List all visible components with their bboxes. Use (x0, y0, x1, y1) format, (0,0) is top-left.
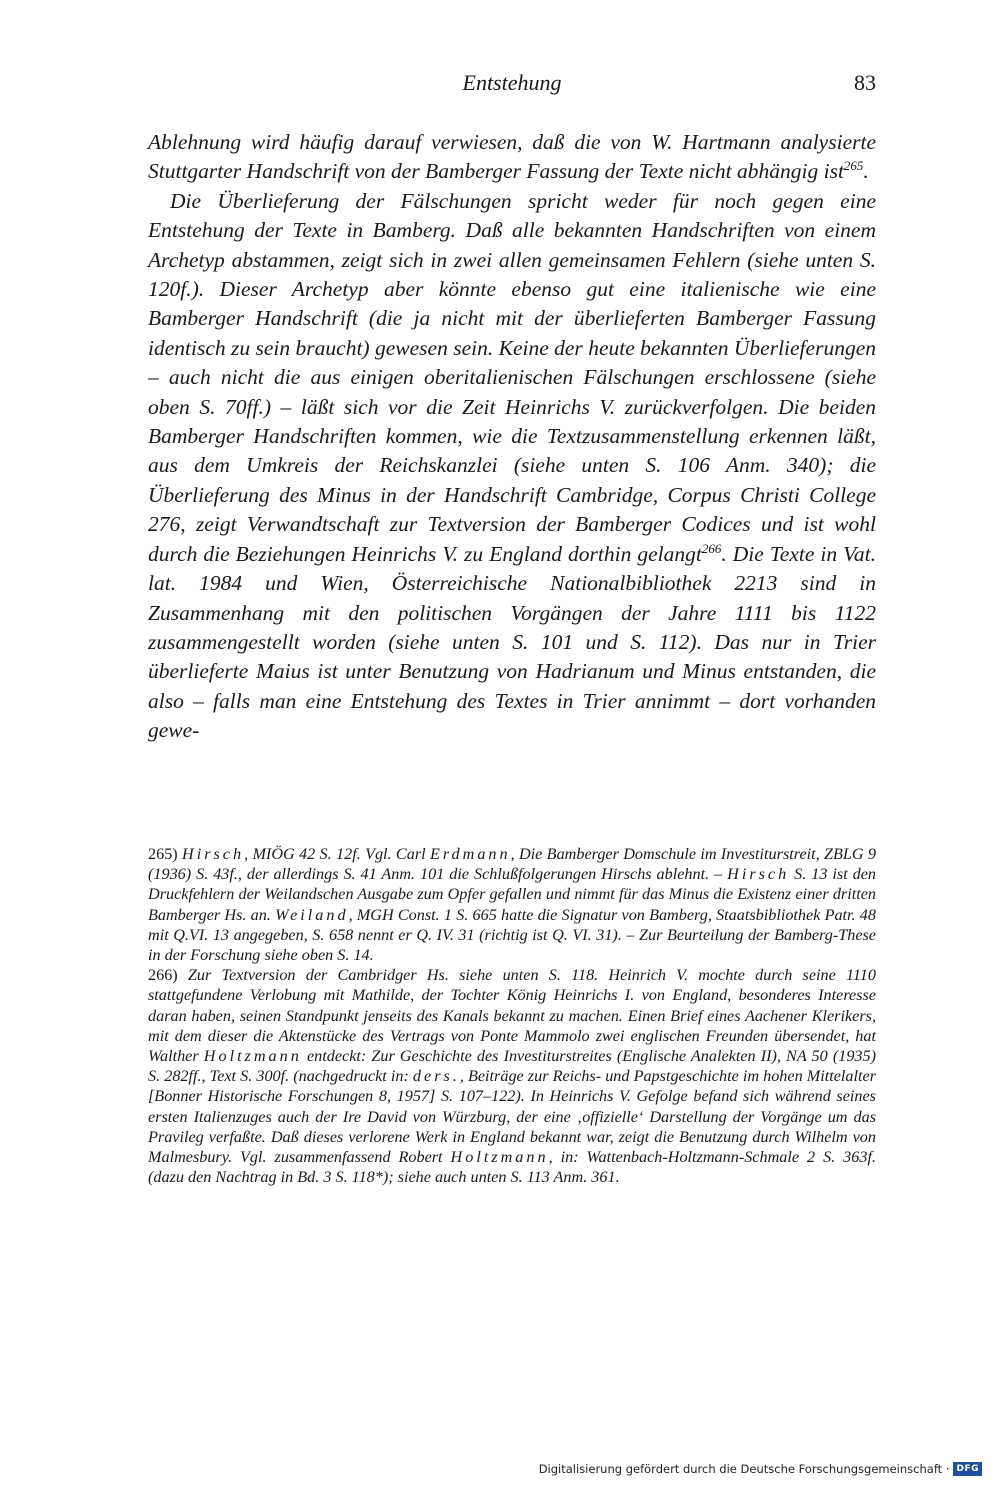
footnote-text: entdeckt: Zur Geschichte des Investiturstreites (Englische Analekten II), NA 50 (1935) S. 282ff., Text S. 300f. (nachgedruckt in: (148, 1047, 877, 1086)
paragraph-1-end: . (863, 159, 869, 184)
footnote-265 (148, 844, 876, 965)
author-name: Erdmann (429, 845, 511, 863)
author-name: Hirsch (182, 845, 245, 863)
paragraph-2-end: . Die Texte in Vat. lat. 1984 und Wien, Österreichische Nationalbibliothek 2213 sind in Zusammenhang mit den politischen Vorgängen der Jahre 1111 bis 1122 zusammengestellt worden (siehe unten S. 101 und S. 112). Das nur in Trier überlieferte Maius ist unter Benutzung von Hadrianum und Minus entstanden, die also – falls man eine Entstehung des Textes in Trier annimmt – dort vorhanden gewe- (148, 541, 876, 743)
running-title: Entstehung (462, 70, 562, 95)
page-number: 83 (854, 70, 876, 95)
footnote-text: , MGH Const. 1 S. 665 hatte die Signatur von Bamberg, Staatsbibliothek Patr. 48 mit Q.VI. 13 angegeben, S. 658 nennt er Q. IV. 31 (richtig ist Q. VI. 31). – Zur Beurteilung der Bamberg-These in der Forschung siehe oben S. 14. (148, 905, 876, 965)
footnote-text: S. 13 ist den Druckfehlern der Weilandschen Ausgabe zum Opfer gefallen und nimmt für das Minus die Existenz einer dritten Bamberger Hs. an. (148, 865, 877, 924)
paragraph-2-text: Die Überlieferung der Fälschungen spricht weder für noch gegen eine Entstehung der Texte in Bamberg. Daß alle bekannten Handschriften von einem Archetyp abstammen, zeigt sich in zwei allen gemeinsamen Fehlern (siehe unten S. 120f.). Dieser Archetyp aber könnte ebenso gut eine italienische wie eine Bamberger Handschrift (die ja nicht mit der überlieferten Bamberger Fassung identisch zu sein braucht) gewesen sein. Keine der heute bekannten Überlieferungen – auch nicht die aus einigen oberitalienischen Fälschungen erschlossene (siehe oben S. 70ff.) – läßt sich vor die Zeit Heinrichs V. zurückverfolgen. Die beiden Bamberger Handschriften kommen, wie die Textzusammenstellung erkennen läßt, aus dem Umkreis der Reichskanzlei (siehe unten S. 106 Anm. 340); die Überlieferung des Minus in der Handschrift Cambridge, Corpus Christi College 276, zeigt Verwandtschaft zur Textversion der Bamberger Codices und ist wohl durch die Beziehungen Heinrichs V. zu England dorthin gelangt (148, 188, 876, 566)
footnote-text: , in: Wattenbach-Holtzmann-Schmale 2 S. 363f. (dazu den Nachtrag in Bd. 3 S. 118*); siehe auch unten S. 113 Anm. 361. (148, 1148, 876, 1187)
funding-credit (539, 1459, 982, 1479)
footnote-number: 266) (148, 966, 178, 985)
author-name: Holtzmann (450, 1148, 549, 1167)
paragraph-2 (148, 187, 876, 746)
funding-credit-text: Digitalisierung gefördert durch die Deutsche Forschungsgemeinschaft · (538, 1462, 950, 1476)
footnote-text: , Beiträge zur Reichs- und Papstgeschichte im hohen Mittelalter [Bonner Historische Forschungen 8, 1957] S. 107–122). In Heinrichs V. Gefolge befand sich während seines ersten Italienzuges auch der Ire David von Würzburg, der eine ‚offizielle‘ Darstellung der Vorgänge um das Pravileg verfaßte. Daß dieses verlorene Werk in England bekannt war, zeigt die Benutzung durch Wilhelm von Malmesbury. Vgl. zusammenfassend Robert (148, 1067, 876, 1167)
footnote-number: 265) (148, 845, 178, 863)
author-name: Holtzmann (203, 1047, 302, 1066)
main-text (148, 128, 876, 746)
paragraph-1-text: Ablehnung wird häufig darauf verwiesen, daß die von W. Hartmann analysierte Stuttgarter Handschrift von der Bamberger Fassung der Texte nicht abhängig ist (148, 130, 876, 184)
author-name: ders. (412, 1067, 460, 1086)
footnote-ref-266[interactable]: 266 (701, 540, 722, 556)
author-name: Weiland (275, 905, 349, 924)
dfg-logo: DFG (953, 1462, 982, 1476)
footnote-text: , Die Bamberger Domschule im Investiturstreit, ZBLG 9 (1936) S. 43f., der allerdings S. 41 Anm. 101 die Schlußfolgerungen Hirschs ablehnt. – (148, 845, 876, 884)
footnote-ref-265[interactable]: 265 (843, 158, 864, 174)
running-head (148, 70, 876, 104)
footnote-text: , MIÖG 42 S. 12f. Vgl. Carl (244, 845, 430, 863)
author-name: Hirsch (727, 865, 790, 884)
footnote-266 (148, 965, 876, 1187)
footnote-text: Zur Textversion der Cambridger Hs. siehe unten S. 118. Heinrich V. mochte durch seine 1110 stattgefundene Verlobung mit Mathilde, der Tochter König Heinrichs I. von England, besonderes Interesse daran haben, seinen Standpunkt jenseits des Kanals bekannt zu machen. Einen Brief eines Aachener Klerikers, mit dem dieser die Aktenstücke des Vertrags von Ponte Mammolo zwei englischen Freunden übersendet, hat Walther (148, 966, 876, 1066)
paragraph-1 (148, 128, 876, 187)
footnotes (148, 844, 876, 1187)
